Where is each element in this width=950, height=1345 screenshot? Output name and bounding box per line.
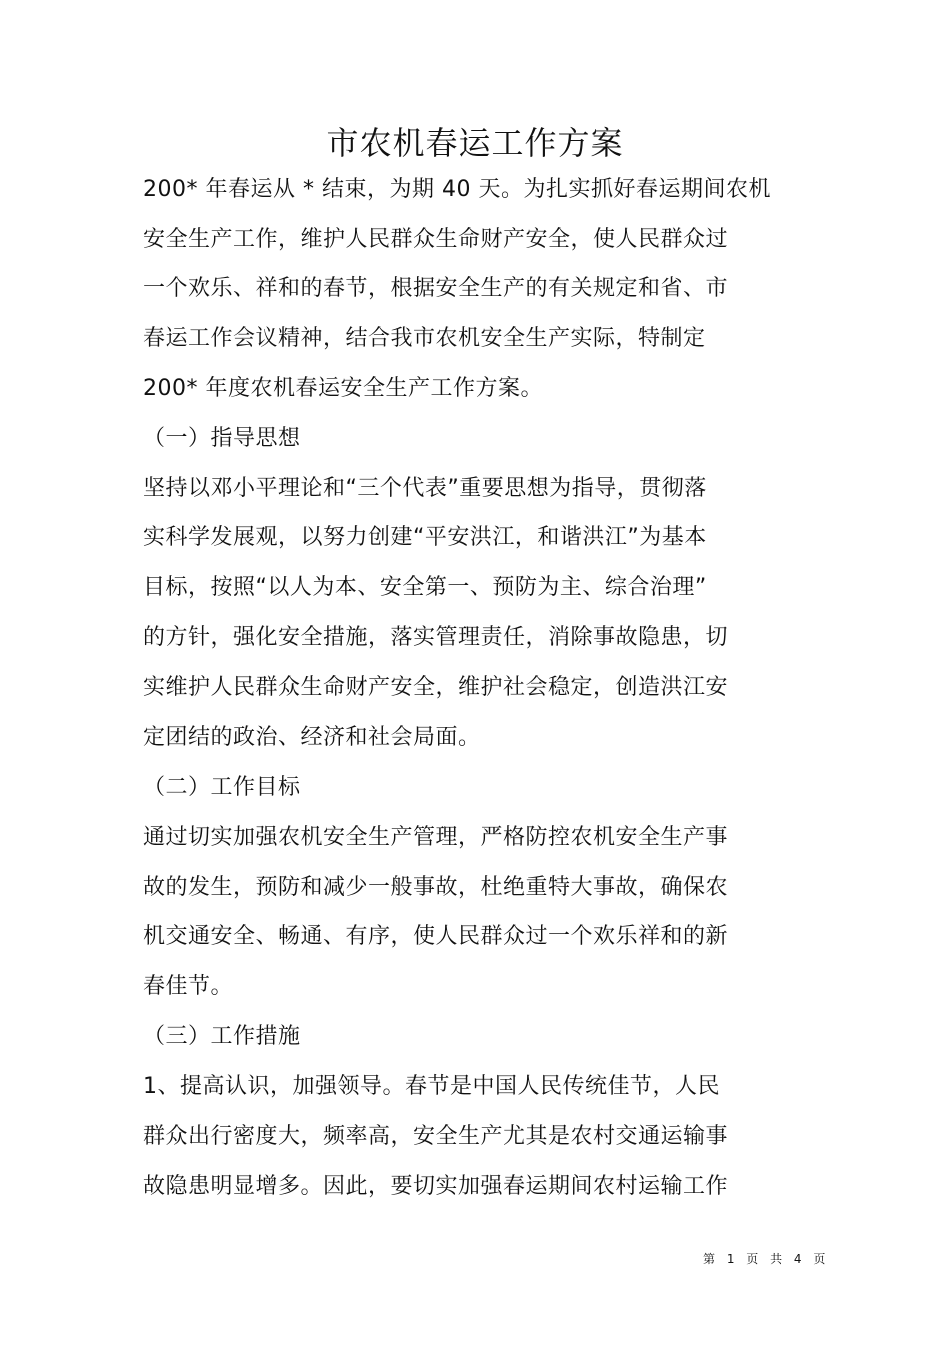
body-line-7: 实科学发展观，以努力创建“平安洪江，和谐洪江”为基本 bbox=[143, 525, 707, 550]
body-line-14: 机交通安全、畅通、有序，使人民群众过一个欢乐祥和的新 bbox=[143, 924, 729, 949]
body-line-6: 坚持以邓小平理论和“三个代表”重要思想为指导，贯彻落 bbox=[143, 476, 707, 501]
body-line-18: 故隐患明显增多。因此，要切实加强春运期间农村运输工作 bbox=[143, 1174, 729, 1199]
section-heading-1: （一）指导思想 bbox=[143, 426, 301, 451]
body-line-8: 目标，按照“以人为本、安全第一、预防为主、综合治理” bbox=[143, 575, 707, 600]
body-line-16: 1、提高认识，加强领导。春节是中国人民传统佳节，人民 bbox=[143, 1074, 720, 1099]
body-line-17: 群众出行密度大，频率高，安全生产尤其是农村交通运输事 bbox=[143, 1124, 729, 1149]
body-line-11: 定团结的政治、经济和社会局面。 bbox=[143, 725, 481, 750]
section-heading-3: （三）工作措施 bbox=[143, 1024, 301, 1049]
body-line-13: 故的发生，预防和减少一般事故，杜绝重特大事故，确保农 bbox=[143, 875, 729, 900]
body-line-15: 春佳节。 bbox=[143, 974, 234, 999]
body-line-10: 实维护人民群众生命财产安全，维护社会稳定，创造洪江安 bbox=[143, 675, 729, 700]
document-title: 市农机春运工作方案 bbox=[326, 124, 624, 162]
body-line-4: 春运工作会议精神，结合我市农机安全生产实际，特制定 bbox=[143, 326, 706, 351]
page-number-footer: 第 1 页 共 4 页 bbox=[703, 1252, 828, 1266]
section-heading-2: （二）工作目标 bbox=[143, 775, 301, 800]
body-line-3: 一个欢乐、祥和的春节，根据安全生产的有关规定和省、市 bbox=[143, 276, 729, 301]
body-line-2: 安全生产工作，维护人民群众生命财产安全，使人民群众过 bbox=[143, 227, 729, 252]
body-line-1: 200* 年春运从 * 结束，为期 40 天。为扎实抓好春运期间农机 bbox=[143, 177, 771, 202]
body-line-9: 的方针，强化安全措施，落实管理责任，消除事故隐患，切 bbox=[143, 625, 729, 650]
body-line-12: 通过切实加强农机安全生产管理，严格防控农机安全生产事 bbox=[143, 825, 729, 850]
body-line-5: 200* 年度农机春运安全生产工作方案。 bbox=[143, 376, 543, 401]
